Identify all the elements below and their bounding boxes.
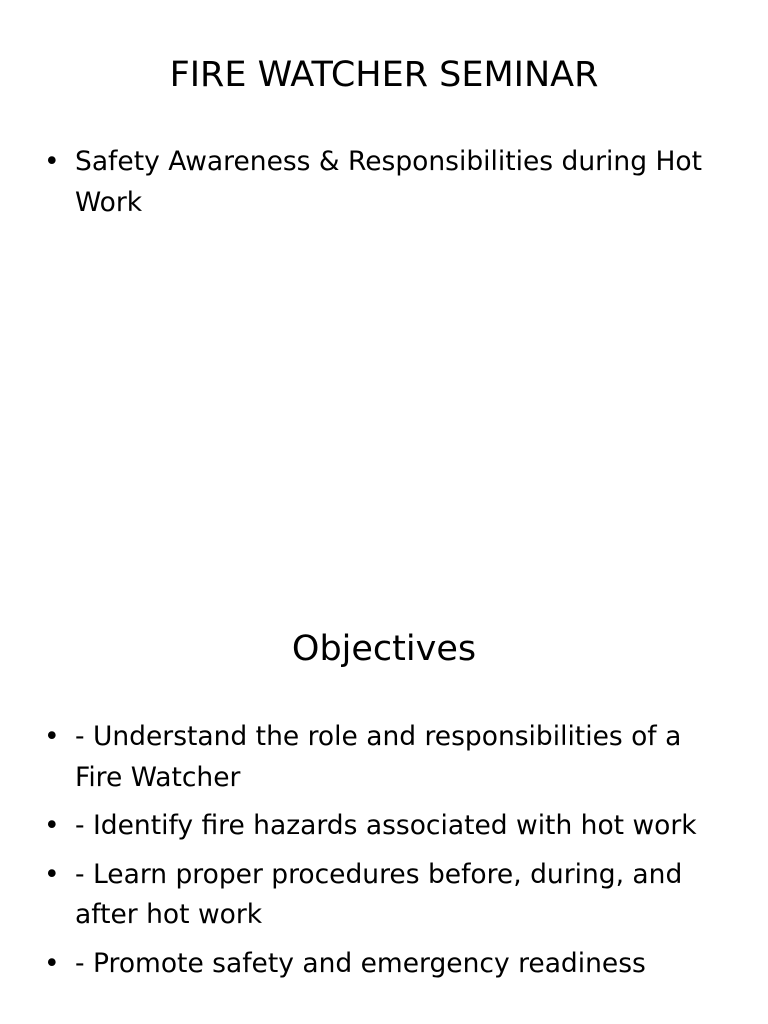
bullet-icon: • xyxy=(44,947,60,979)
list-item xyxy=(44,142,724,223)
bullet-icon: • xyxy=(44,146,60,177)
bullet-text: - Identify fire hazards associated with hot work xyxy=(75,810,697,841)
slide-title: Objectives xyxy=(291,629,477,669)
bullet-text: Safety Awareness & Responsibilities during Hot Work xyxy=(75,146,702,218)
list-item xyxy=(44,806,724,847)
list-item xyxy=(44,717,724,798)
list-item xyxy=(44,855,724,936)
bullet-list xyxy=(44,142,724,231)
bullet-list xyxy=(44,717,724,992)
list-item xyxy=(44,944,724,985)
slide-objectives xyxy=(0,576,768,1024)
bullet-text: - Promote safety and emergency readiness xyxy=(75,947,646,979)
bullet-icon: • xyxy=(44,721,60,752)
bullet-text: - Learn proper procedures before, during, and after hot work xyxy=(75,858,683,930)
bullet-text: - Understand the role and responsibilities of a Fire Watcher xyxy=(75,721,682,793)
slide-title: FIRE WATCHER SEMINAR xyxy=(169,55,599,95)
bullet-icon: • xyxy=(44,858,60,890)
bullet-icon: • xyxy=(44,810,60,841)
